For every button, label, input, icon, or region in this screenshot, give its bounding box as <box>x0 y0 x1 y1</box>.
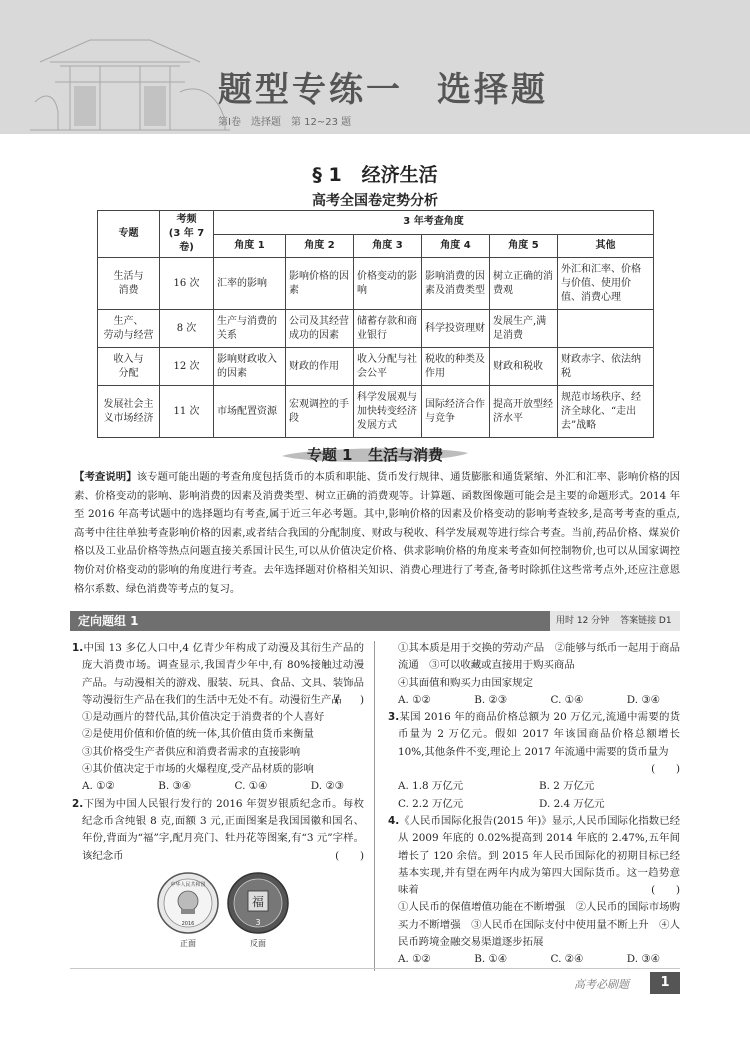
table-row <box>98 310 654 348</box>
row-topic: 生产、 劳动与经营 <box>98 310 160 348</box>
table-cell: 发展生产,满足消费 <box>490 310 558 348</box>
option-b[interactable]: B. ②③ <box>474 693 508 706</box>
q1-options <box>72 778 364 795</box>
row-topic: 发展社会主 义市场经济 <box>98 386 160 438</box>
question-3: 3.某国 2016 年的商品价格总额为 20 万亿元,流通中需要的货币量为 2 万亿元。假如 2017 年该国商品价格总额增长 10%,其他条件不变,理论上 2017 年流通中需要的货币量为 ( ) <box>388 711 680 776</box>
table-row <box>98 386 654 438</box>
header-col: 角度 2 <box>286 234 354 258</box>
table-row <box>98 258 654 310</box>
header-col: 角度 1 <box>214 234 286 258</box>
group-label: 定向题组 1 <box>70 611 550 631</box>
option-d[interactable]: D. ②③ <box>310 780 344 793</box>
page-number: 1 <box>650 972 680 994</box>
option-b[interactable]: B. ①④ <box>474 953 508 966</box>
table-cell: 财政的作用 <box>286 348 354 386</box>
table-cell: 影响财政收入的因素 <box>214 348 286 386</box>
option-a[interactable]: A. 1.8 万亿元 <box>398 780 464 793</box>
table-cell: 生产与消费的关系 <box>214 310 286 348</box>
group-meta <box>556 611 680 631</box>
question-4: 4.《人民币国际化报告(2015 年)》显示,人民币国际化指数已经从 2009 年底的 0.02%提高到 2014 年底的 2.47%,五年间增长了 120 余倍。到 2015 年人民币国际化的初期目标已经基本实现,并有望在两年内成为第四大国际货币。这一趋势意味着 ( ) <box>388 814 680 897</box>
row-freq: 11 次 <box>160 386 214 438</box>
option-d[interactable]: D. ③④ <box>626 953 660 966</box>
table-cell: 影响消费的因素及消费类型 <box>422 258 490 310</box>
q1-statement: ④其价值决定于市场的火爆程度,受产品材质的影响 <box>82 763 314 776</box>
question-2: 2.下图为中国人民银行发行的 2016 年贺岁银质纪念币。每枚纪念币含纯银 8 克,面额 3 元,正面图案是我国国徽和国名、年份,背面为“福”字,配月亮门、牡丹花等图案,有“3 元”字样。该纪念币 ( ) <box>72 797 364 862</box>
option-d[interactable]: D. 2.4 万亿元 <box>539 797 605 810</box>
option-c[interactable]: C. ②④ <box>550 953 584 966</box>
q4-options <box>388 951 680 968</box>
table-cell: 宏观调控的手段 <box>286 386 354 438</box>
coin-images <box>156 871 326 935</box>
option-a[interactable]: A. ①② <box>398 953 431 966</box>
analysis-table <box>97 210 654 438</box>
svg-text:3: 3 <box>255 917 261 927</box>
header-col: 角度 5 <box>490 234 558 258</box>
svg-text:中华人民共和国: 中华人民共和国 <box>170 881 206 888</box>
header-col: 角度 4 <box>422 234 490 258</box>
table-cell: 公司及其经营成功的因素 <box>286 310 354 348</box>
option-b[interactable]: B. 2 万亿元 <box>539 780 595 793</box>
answer-link[interactable]: 答案链接 D1 <box>620 616 672 626</box>
svg-text:2016: 2016 <box>181 920 195 927</box>
topic-banner <box>280 440 470 468</box>
header-topic: 专题 <box>98 211 160 258</box>
row-freq: 12 次 <box>160 348 214 386</box>
coin-back-caption: 反面 <box>250 938 266 948</box>
header-subtitle: 第Ⅰ卷 选择题 第 12~23 题 <box>218 117 352 128</box>
option-c[interactable]: C. ①④ <box>550 693 584 706</box>
table-cell: 收入分配与社会公平 <box>354 348 422 386</box>
option-b[interactable]: B. ③④ <box>158 780 192 793</box>
row-topic: 生活与 消费 <box>98 258 160 310</box>
right-column <box>388 640 680 969</box>
row-freq: 16 次 <box>160 258 214 310</box>
table-cell: 科学发展观与加快转变经济发展方式 <box>354 386 422 438</box>
row-freq: 8 次 <box>160 310 214 348</box>
row-topic: 收入与 分配 <box>98 348 160 386</box>
option-d[interactable]: D. ③④ <box>626 693 660 706</box>
time-label: 用时 12 分钟 <box>556 616 610 626</box>
header-col: 其他 <box>558 234 654 258</box>
option-c[interactable]: C. ①④ <box>234 780 268 793</box>
table-cell: 储蓄存款和商业银行 <box>354 310 422 348</box>
table-cell: 树立正确的消费观 <box>490 258 558 310</box>
table-cell: 汇率的影响 <box>214 258 286 310</box>
page-header <box>0 0 750 134</box>
analysis-title: 高考全国卷定势分析 <box>312 193 438 209</box>
q2-options <box>388 692 680 709</box>
coin-figure <box>72 871 364 951</box>
section-title: § 1 经济生活 <box>312 164 438 186</box>
coin-front-image <box>158 873 218 933</box>
table-cell <box>558 310 654 348</box>
table-cell: 税收的种类及作用 <box>422 348 490 386</box>
question-1: 1.中国 13 多亿人口中,4 亿青少年构成了动漫及其衍生产品的庞大消费市场。调查显示,我国青少年中,有 80%接触过动漫产品。与动漫相关的游戏、服装、玩具、食品、文具、装饰品等动漫衍生产品在我们的生活中无处不有。动漫衍生产品 ( ) <box>72 642 364 706</box>
column-divider <box>374 641 375 971</box>
option-a[interactable]: A. ①② <box>398 693 431 706</box>
svg-text:福: 福 <box>251 894 265 909</box>
q2-statement: ④其面值和购买力由国家规定 <box>398 676 534 689</box>
table-row <box>98 348 654 386</box>
header-title: 题型专练一 选择题 <box>218 70 548 110</box>
option-c[interactable]: C. 2.2 万亿元 <box>398 797 464 810</box>
pavilion-illustration <box>30 22 230 132</box>
footer-rule <box>70 968 680 969</box>
table-cell: 影响价格的因素 <box>286 258 354 310</box>
option-a[interactable]: A. ①② <box>82 780 115 793</box>
q3-options <box>388 778 680 813</box>
q4-statements: ①人民币的保值增值功能在不断增强 ②人民币的国际市场购买力不断增强 ③人民币在国际支付中使用量不断上升 ④人民币跨境金融交易渠道逐步拓展 <box>398 901 680 949</box>
table-cell: 财政和税收 <box>490 348 558 386</box>
q1-statement: ②是使用价值和价值的统一体,其价值由货币来衡量 <box>82 728 314 741</box>
footer-series-name: 高考必刷题 <box>574 978 629 991</box>
coin-back-image <box>228 873 288 933</box>
q1-statement: ③其价格受生产者供应和消费者需求的直接影响 <box>82 745 301 758</box>
table-cell: 价格变动的影响 <box>354 258 422 310</box>
header-angles: 3 年考查角度 <box>214 211 654 235</box>
header-freq: 考频 (3 年 7 卷) <box>160 211 214 258</box>
header-col: 角度 3 <box>354 234 422 258</box>
coin-front-caption: 正面 <box>180 938 196 948</box>
table-cell: 规范市场秩序、经济全球化、“走出去”战略 <box>558 386 654 438</box>
left-column <box>72 640 364 951</box>
table-cell: 外汇和汇率、价格与价值、使用价值、消费心理 <box>558 258 654 310</box>
table-cell: 市场配置资源 <box>214 386 286 438</box>
topic-title: 专题 1 生活与消费 <box>306 446 444 464</box>
table-cell: 提高开放型经济水平 <box>490 386 558 438</box>
table-cell: 财政赤字、依法纳税 <box>558 348 654 386</box>
q1-statement: ①是动画片的替代品,其价值决定于消费者的个人喜好 <box>82 711 325 724</box>
table-cell: 科学投资理财 <box>422 310 490 348</box>
exam-description: 【考查说明】该专题可能出题的考查角度包括货币的本质和职能、货币发行规律、通货膨胀和通货紧缩、外汇和汇率、影响价格的因素、价格变动的影响、影响消费的因素及消费类型、树立正确的消费观等。计算题、函数图像题可能会是主要的命题形式。2014 年至 2016 年高考试题中的选择题均有考查,属于近三年必考题。其中,影响价格的因素及价格变动的影响考查较多,是高考考查的重点,高考中往往单独考查影响价格的因素,或者结合我国的分配制度、财政与税收、科学发展观等进行综合考查。当前,药品价格、煤炭价格以及工业品价格等热点问题直接关系国计民生,可以从价值决定价格、供求影响价格的角度来考查如何控制物价,也可以从国家调控物价对价格变动的影响的角度进行考查。去年选择题对价格相关知识、消费心理进行了考查,备考时除抓住这些常考点外,还应注意恩格尔系数、绿色消费等考点的复习。 <box>74 471 681 595</box>
table-cell: 国际经济合作与竞争 <box>422 386 490 438</box>
q2-statements: ①其本质是用于交换的劳动产品 ②能够与纸币一起用于商品流通 ③可以收藏或直接用于购买商品 <box>398 642 680 672</box>
